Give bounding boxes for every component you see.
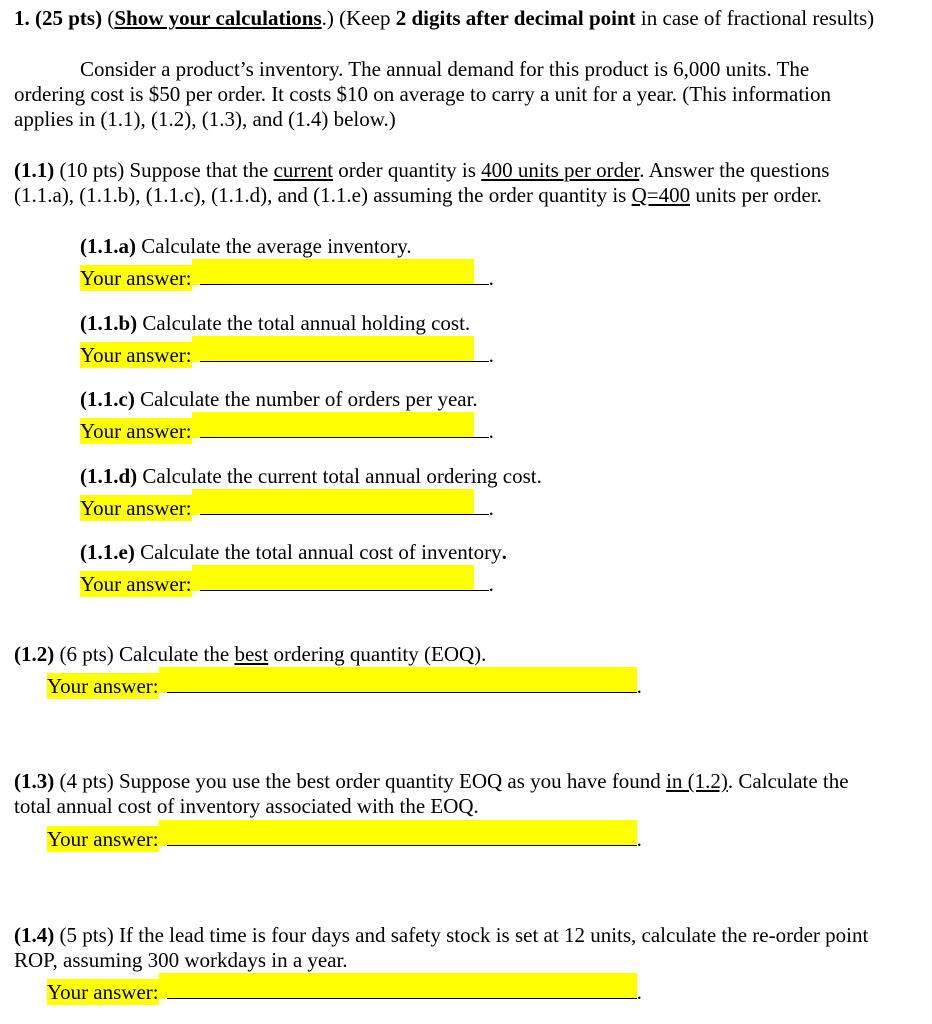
answer-label: Your answer: — [47, 980, 159, 1004]
answer-row-1-1-d: Your answer: . — [80, 489, 494, 515]
answer-label: Your answer: — [80, 496, 192, 520]
question-number: 1. — [14, 6, 30, 30]
answer-label: Your answer: — [47, 827, 159, 851]
answer-row-1-3: Your answer: . — [47, 820, 642, 846]
question-1-1-a: (1.1.a) Calculate the average inventory. — [80, 234, 412, 258]
answer-label: Your answer: — [80, 266, 192, 290]
question-1-1-c: (1.1.c) Calculate the number of orders per year. — [80, 387, 478, 411]
answer-label: Your answer: — [80, 572, 192, 596]
answer-row-1-1-a: Your answer: . — [80, 259, 494, 285]
question-1-1-b: (1.1.b) Calculate the total annual holding cost. — [80, 311, 471, 335]
question-1-3: (1.3) (4 pts) Suppose you use the best order quantity EOQ as you have found in (1.2). Calculate the total annual cost of inventory associated with the EOQ. — [14, 769, 849, 818]
show-calculations: Show your calculations — [114, 6, 322, 30]
answer-row-1-4: Your answer: . — [47, 973, 642, 999]
question-1-1: (1.1) (10 pts) Suppose that the current order quantity is 400 units per order. Answer the questions (1.1.a), (1.1.b), (1.1.c), (1.1.d), and (1.1.e) assuming the order quantity is Q=400 units per order. — [14, 158, 830, 207]
answer-row-1-1-e: Your answer: . — [80, 565, 494, 591]
answer-label: Your answer: — [80, 343, 192, 367]
answer-label: Your answer: — [47, 674, 159, 698]
question-1-4: (1.4) (5 pts) If the lead time is four days and safety stock is set at 12 units, calculate the re-order point ROP, assuming 300 workdays in a year. — [14, 923, 869, 972]
answer-field-1-2[interactable] — [167, 667, 637, 693]
answer-field-1-1-e[interactable] — [200, 565, 474, 591]
question-1-2: (1.2) (6 pts) Calculate the best ordering quantity (EOQ). — [14, 642, 487, 666]
question-1-1-d: (1.1.d) Calculate the current total annual ordering cost. — [80, 464, 542, 488]
question-header: 1. (25 pts) (Show your calculations.) (Keep 2 digits after decimal point in case of fractional results) — [14, 6, 875, 30]
answer-row-1-1-c: Your answer: . — [80, 412, 494, 438]
answer-label: Your answer: — [80, 419, 192, 443]
question-points: (25 pts) — [35, 6, 103, 30]
keep-digits: 2 digits after decimal point — [395, 6, 636, 30]
answer-row-1-2: Your answer: . — [47, 667, 642, 693]
intro-paragraph: Consider a product’s inventory. The annual demand for this product is 6,000 units. The ordering cost is $50 per order. It costs $10 on average to carry a unit for a year. (This information applies in (1.1), (1.2), (1.3), and (1.4) below.) — [14, 57, 832, 131]
answer-field-1-1-b[interactable] — [200, 336, 474, 362]
answer-field-1-4[interactable] — [167, 973, 637, 999]
answer-field-1-1-a[interactable] — [200, 259, 474, 285]
question-1-1-e: (1.1.e) Calculate the total annual cost of inventory. — [80, 540, 507, 564]
answer-row-1-1-b: Your answer: . — [80, 336, 494, 362]
answer-field-1-1-d[interactable] — [200, 489, 474, 515]
answer-field-1-3[interactable] — [167, 820, 637, 846]
answer-field-1-1-c[interactable] — [200, 412, 474, 438]
